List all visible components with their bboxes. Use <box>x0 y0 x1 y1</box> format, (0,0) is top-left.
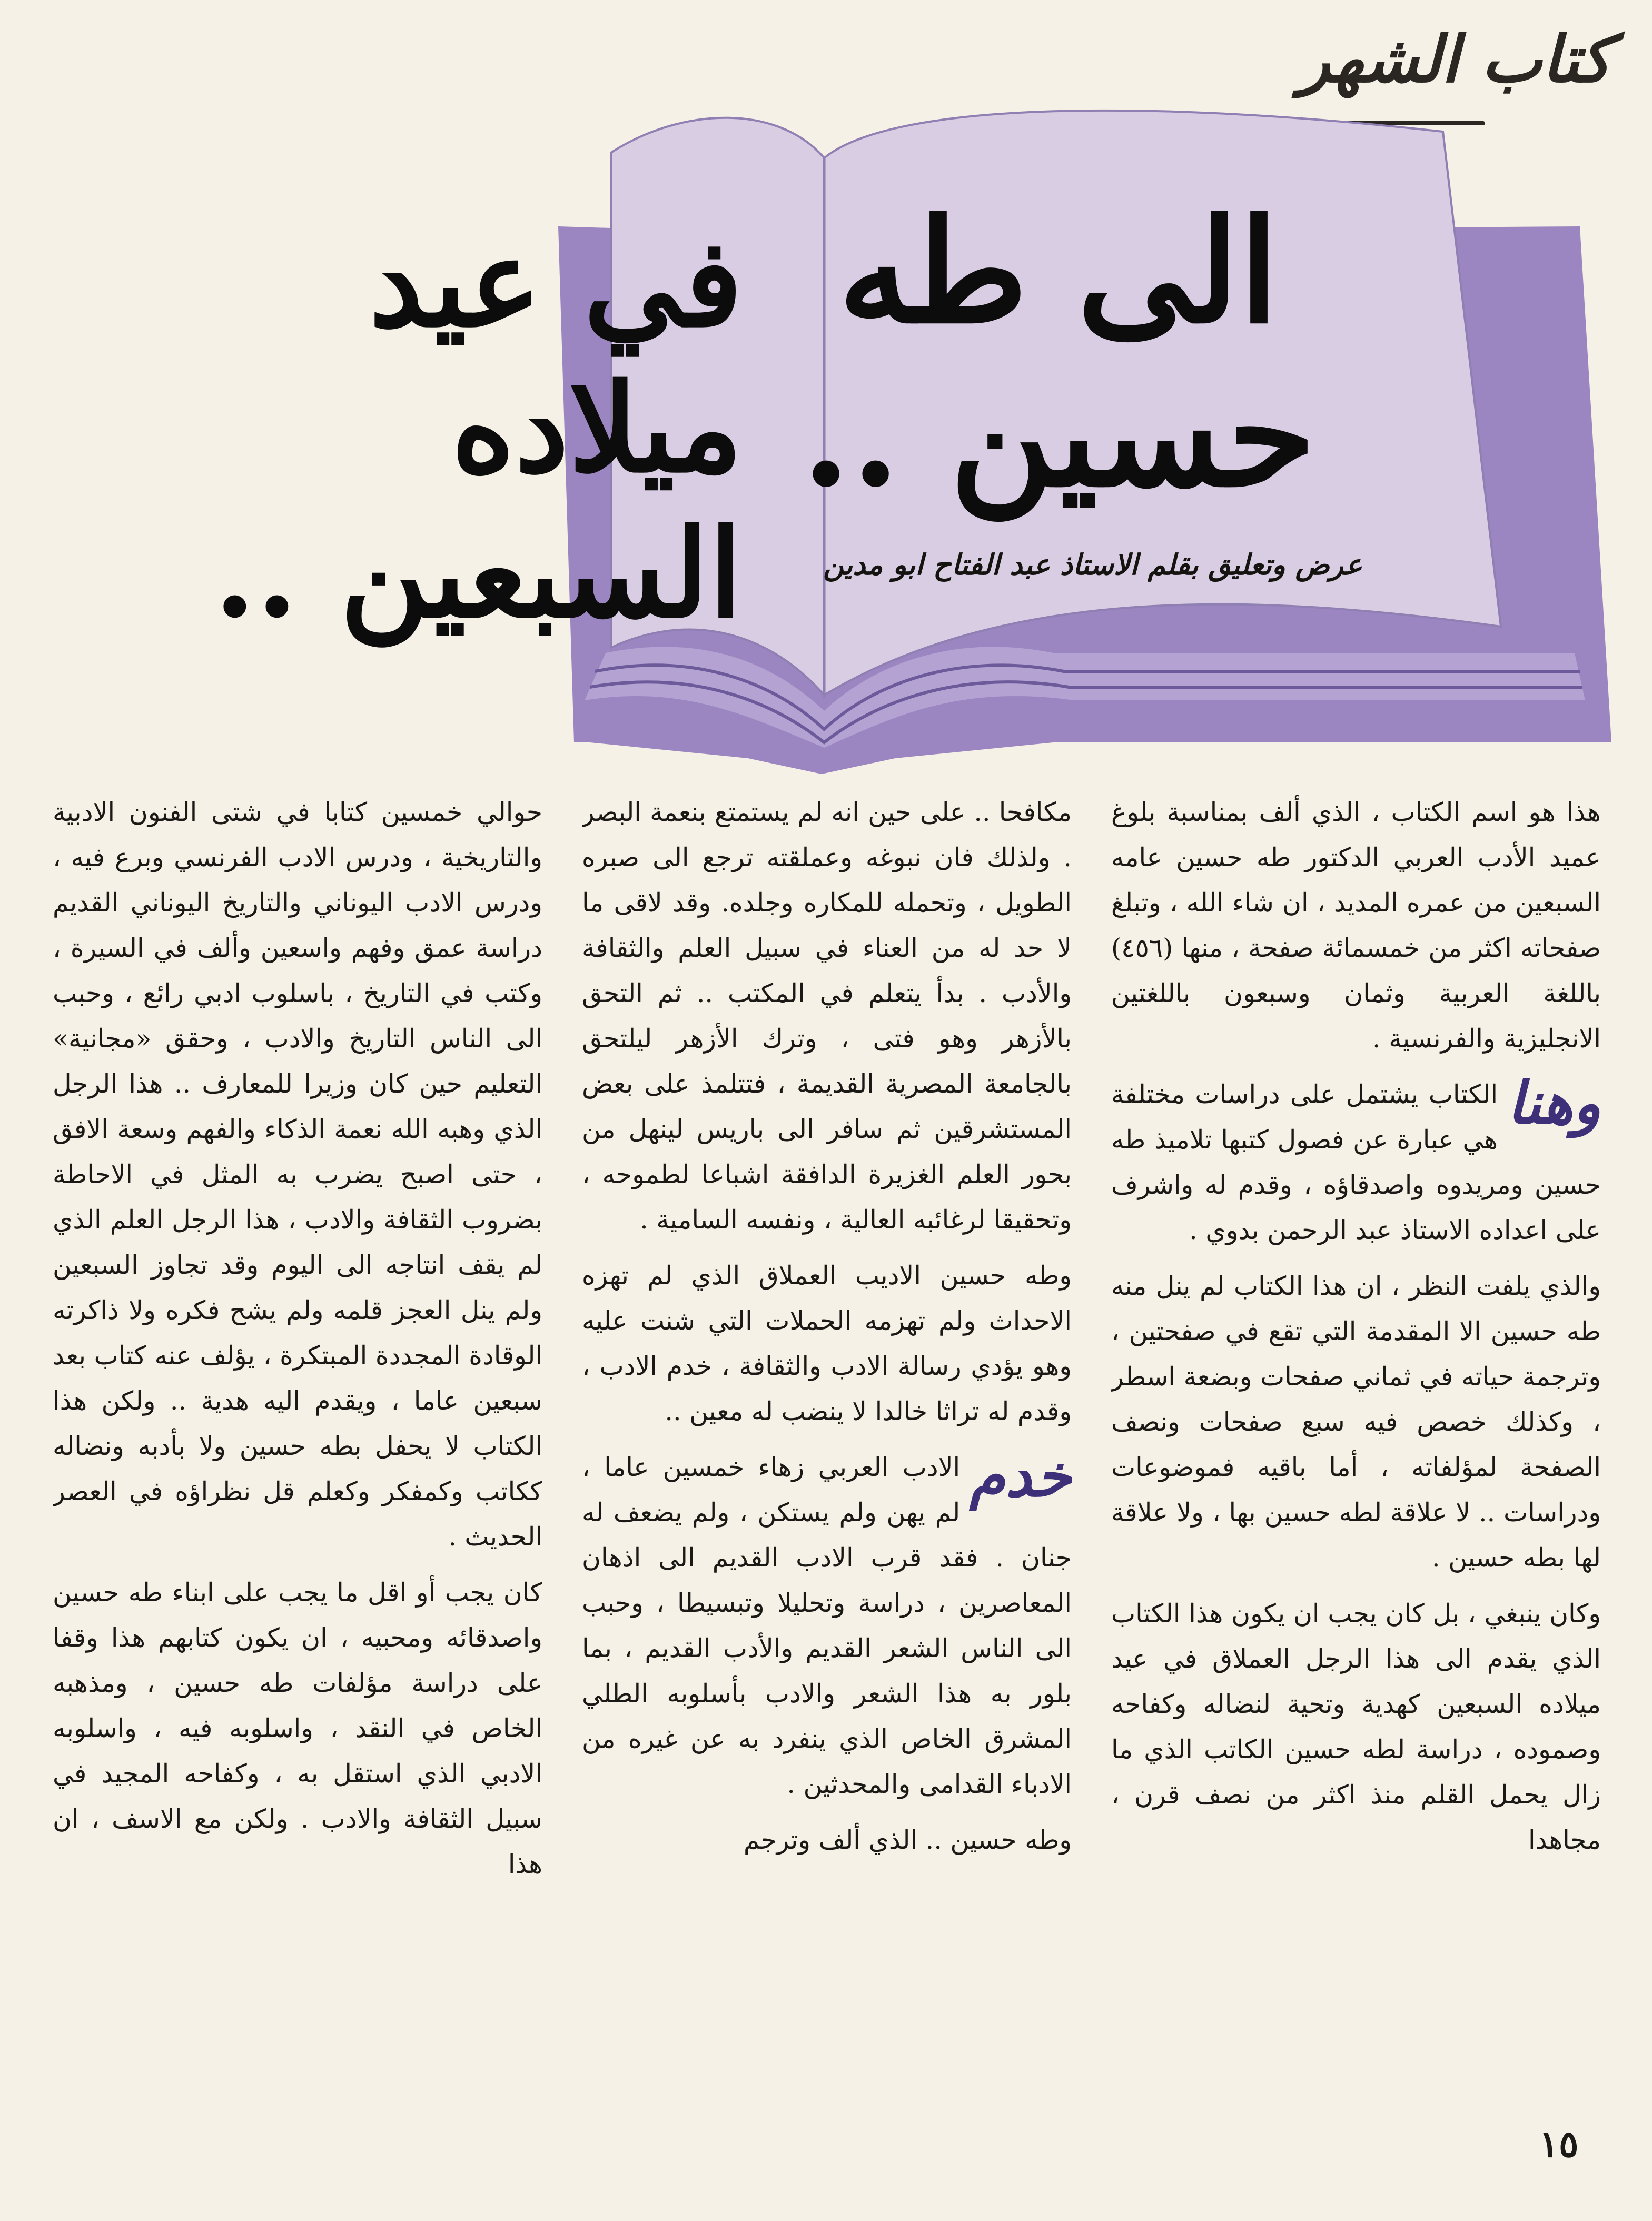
page-number: ١٥ <box>1539 2122 1579 2166</box>
paragraph-text: الادب العربي زهاء خمسين عاما ، لم يهن ولم يستكن ، ولم يضعف له جنان . فقد قرب الادب القديم الى اذهان المعاصرين ، دراسة وتحليلا وتبسيطا ، وحبب الى الناس الشعر القديم والأدب القديم ، بما بلور به هذا الشعر والادب بأسلوبه الطلي المشرق الخاص الذي ينفرد به عن غيره من الادباء القدامى والمحدثين . <box>582 1452 1072 1799</box>
paragraph: هذا هو اسم الكتاب ، الذي ألف بمناسبة بلوغ عميد الأدب العربي الدكتور طه حسين عامه السبعين من عمره المديد ، ان شاء الله ، وتبلغ صفحاته اكثر من خمسمائة صفحة ، منها (٤٥٦) باللغة العربية وثمان وسبعون باللغتين الانجليزية والفرنسية . <box>1111 797 1601 1054</box>
paragraph: وطه حسين الاديب العملاق الذي لم تهزه الاحداث ولم تهزمه الحملات التي شنت عليه وهو يؤدي رسالة الادب والثقافة ، خدم الادب ، وقدم له تراثا خالدا لا ينضب له معين .. <box>582 1261 1072 1426</box>
paragraph: وكان ينبغي ، بل كان يجب ان يكون هذا الكتاب الذي يقدم الى هذا الرجل العملاق في عيد ميلاده السبعين كهدية وتحية لنضاله وكفاحه وصموده ، دراسة لطه حسين الكاتب الذي ما زال يحمل القلم منذ اكثر من نصف قرن ، مجاهدا <box>1111 1599 1601 1855</box>
text-column-3 <box>53 790 542 2096</box>
paragraph: وطه حسين .. الذي ألف وترجم <box>743 1825 1072 1855</box>
paragraph: حوالي خمسين كتابا في شتى الفنون الادبية والتاريخية ، ودرس الادب الفرنسي وبرع فيه ، ودرس الادب اليوناني والتاريخ اليوناني القديم دراسة عمق وفهم واسعين وألف في السيرة ، وكتب في التاريخ ، باسلوب ادبي رائع ، وحبب الى الناس التاريخ والادب ، وحقق «مجانية» التعليم حين كان وزيرا للمعارف .. هذا الرجل الذي وهبه الله نعمة الذكاء والفهم وسعة الافق ، حتى اصبح يضرب به المثل في الاحاطة بضروب الثقافة والادب ، هذا الرجل العلم الذي لم يقف انتاجه الى اليوم وقد تجاوز السبعين ولم ينل العجز قلمه ولم يشح فكره ولا ذاكرته الوقادة المجددة المبتكرة ، يؤلف عنه كتاب بعد سبعين عاما ، ويقدم اليه هدية .. ولكن هذا الكتاب لا يحفل بطه حسين ولا بأدبه ونضاله ككاتب وكمفكر وكعلم قل نظراؤه في العصر الحديث . <box>53 797 542 1552</box>
article-body <box>53 790 1601 2096</box>
article-byline: عرض وتعليق بقلم الاستاذ عبد الفتاح ابو مدين <box>823 548 1362 581</box>
paragraph: مكافحا .. على حين انه لم يستمتع بنعمة البصر . ولذلك فان نبوغه وعملقته ترجع الى صبره الطويل ، وتحمله للمكاره وجلده. وقد لاقى ما لا حد له من العناء في سبيل العلم والثقافة والأدب . بدأ يتعلم في المكتب .. ثم التحق بالأزهر وهو فتى ، وترك الأزهر ليلتحق بالجامعة المصرية القديمة ، فتتلمذ على بعض المستشرقين ثم سافر الى باريس لينهل من بحور العلم الغزيرة الدافقة اشباعا لطموحه ، وتحقيقا لرغائبه العالية ، ونفسه السامية . <box>582 797 1072 1235</box>
paragraph-text: الكتاب يشتمل على دراسات مختلفة هي عبارة عن فصول كتبها تلاميذ طه حسين ومريدوه واصدقاؤه ، وقدم له واشرف على اعداده الاستاذ عبد الرحمن بدوي . <box>1111 1079 1601 1245</box>
paragraph-with-dropword <box>1111 1069 1601 1253</box>
dropword: وهنا <box>1507 1069 1601 1137</box>
article-subtitle: في عيد ميلاده السبعين .. <box>213 212 743 645</box>
paragraph: كان يجب أو اقل ما يجب على ابناء طه حسين واصدقائه ومحبيه ، ان يكون كتابهم هذا وقفا على دراسة مؤلفات طه حسين ، ومذهبه الخاص في النقد ، واسلوبه فيه ، واسلوبه الادبي الذي استقل به ، وكفاحه المجيد في سبيل الثقافة والادب . ولكن مع الاسف ، ان هذا <box>53 1578 542 1879</box>
paragraph-with-dropword <box>582 1442 1072 1807</box>
text-column-2 <box>582 790 1072 2096</box>
text-column-1 <box>1111 790 1601 2096</box>
dropword: خدم <box>970 1442 1072 1510</box>
section-label: كتاب الشهر <box>1299 21 1611 97</box>
article-title: الى طه حسين .. <box>801 187 1316 519</box>
paragraph: والذي يلفت النظر ، ان هذا الكتاب لم ينل منه طه حسين الا المقدمة التي تقع في صفحتين ، وترجمة حياته في ثماني صفحات وبضعة اسطر ، وكذلك خصص فيه سبع صفحات ونصف الصفحة لمؤلفاته ، أما باقيه فموضوعات ودراسات .. لا علاقة لطه حسين بها ، ولا علاقة لها بطه حسين . <box>1111 1271 1601 1573</box>
